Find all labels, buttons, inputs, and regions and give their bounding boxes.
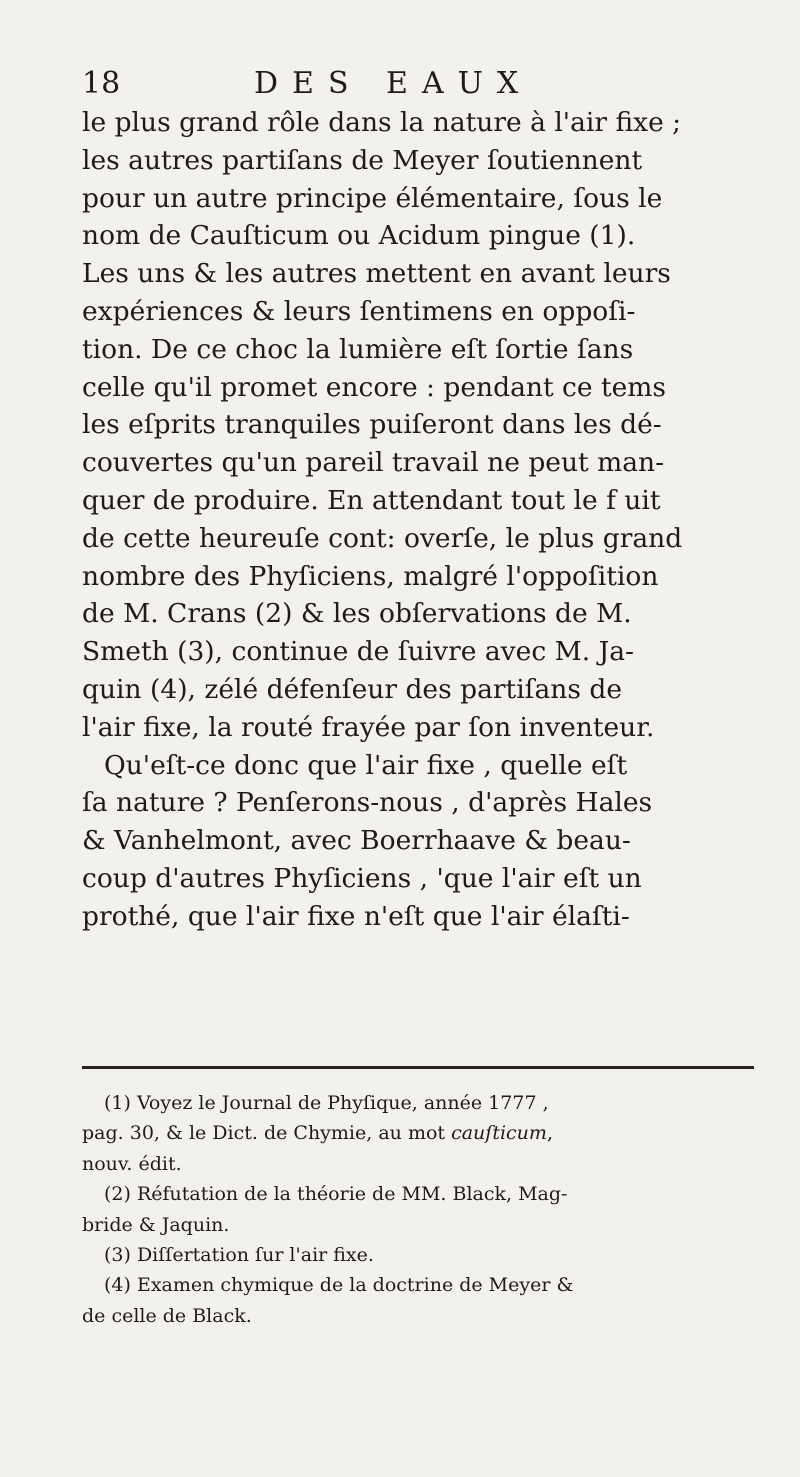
text-line: Smeth (3), continue de ſuivre avec M. Ja- bbox=[82, 636, 634, 668]
text-line: pour un autre principe élémentaire, ſous le bbox=[82, 182, 663, 214]
text-line: expériences & leurs ſentimens en oppoſi- bbox=[82, 295, 636, 327]
footnote-1-italic-term: cauſticum bbox=[451, 1122, 547, 1145]
footnote-1-line: (1) Voyez le Journal de Phyſique, année 1777 , bbox=[104, 1092, 549, 1114]
footnote-2-line: bride & Jaquin. bbox=[82, 1213, 230, 1236]
footnote-divider bbox=[82, 1066, 754, 1069]
running-head bbox=[82, 66, 722, 106]
footnote-2-line: (2) Réfutation de la théorie de MM. Black, Mag- bbox=[104, 1183, 568, 1206]
footnote-4-line: (4) Examen chymique de la doctrine de Meyer & bbox=[104, 1274, 574, 1297]
text-line: nombre des Phyſiciens, malgré l'oppoſition bbox=[82, 560, 659, 592]
footnote-3-line: (3) Diſſertation ſur l'air fixe. bbox=[104, 1243, 374, 1266]
footnote-1-text: pag. 30, & le Dict. de Chymie, au mot bbox=[82, 1122, 452, 1145]
text-line: de cette heureuſe cont: overſe, le plus grand bbox=[82, 522, 683, 554]
text-line: nom de Cauſticum ou Acidum pingue (1). bbox=[82, 220, 636, 252]
text-line: coup d'autres Phyſiciens , 'que l'air eſt un bbox=[82, 862, 642, 894]
text-line: ſa nature ? Penſerons-nous , d'après Hales bbox=[82, 787, 653, 819]
footnote-1-line bbox=[82, 1118, 754, 1148]
body-text bbox=[82, 104, 722, 936]
text-line: les autres partiſans de Meyer ſoutiennent bbox=[82, 144, 643, 176]
text-line: celle qu'il promet encore : pendant ce tems bbox=[82, 371, 667, 403]
footnote-1-punct: , bbox=[546, 1122, 553, 1145]
footnote-1-line: nouv. édit. bbox=[82, 1152, 182, 1175]
text-line: Qu'eſt-ce donc que l'air fixe , quelle eſt bbox=[104, 749, 628, 781]
text-line: l'air fixe, la routé frayée par ſon inventeur. bbox=[82, 711, 655, 743]
text-line: quin (4), zélé défenſeur des partiſans de bbox=[82, 673, 623, 705]
text-line: prothé, que l'air fixe n'eſt que l'air élaſti- bbox=[82, 900, 630, 932]
footnote-4-line: de celle de Black. bbox=[82, 1304, 252, 1327]
text-line: quer de produire. En attendant tout le f uit bbox=[82, 484, 661, 516]
text-line: & Vanhelmont, avec Boerrhaave & beau- bbox=[82, 825, 631, 857]
text-line: les eſprits tranquiles puiſeront dans les dé- bbox=[82, 409, 662, 441]
footnotes bbox=[82, 1088, 754, 1331]
text-line: tion. De ce choc la lumière eſt ſortie ſans bbox=[82, 333, 634, 365]
running-title: DES EAUX bbox=[254, 66, 533, 101]
text-line: de M. Crans (2) & les obſervations de M. bbox=[82, 598, 632, 630]
text-line: le plus grand rôle dans la nature à l'air fixe ; bbox=[82, 107, 682, 138]
text-line: couvertes qu'un pareil travail ne peut man- bbox=[82, 447, 665, 479]
text-line: Les uns & les autres mettent en avant leurs bbox=[82, 258, 671, 290]
page-number: 18 bbox=[82, 66, 121, 101]
